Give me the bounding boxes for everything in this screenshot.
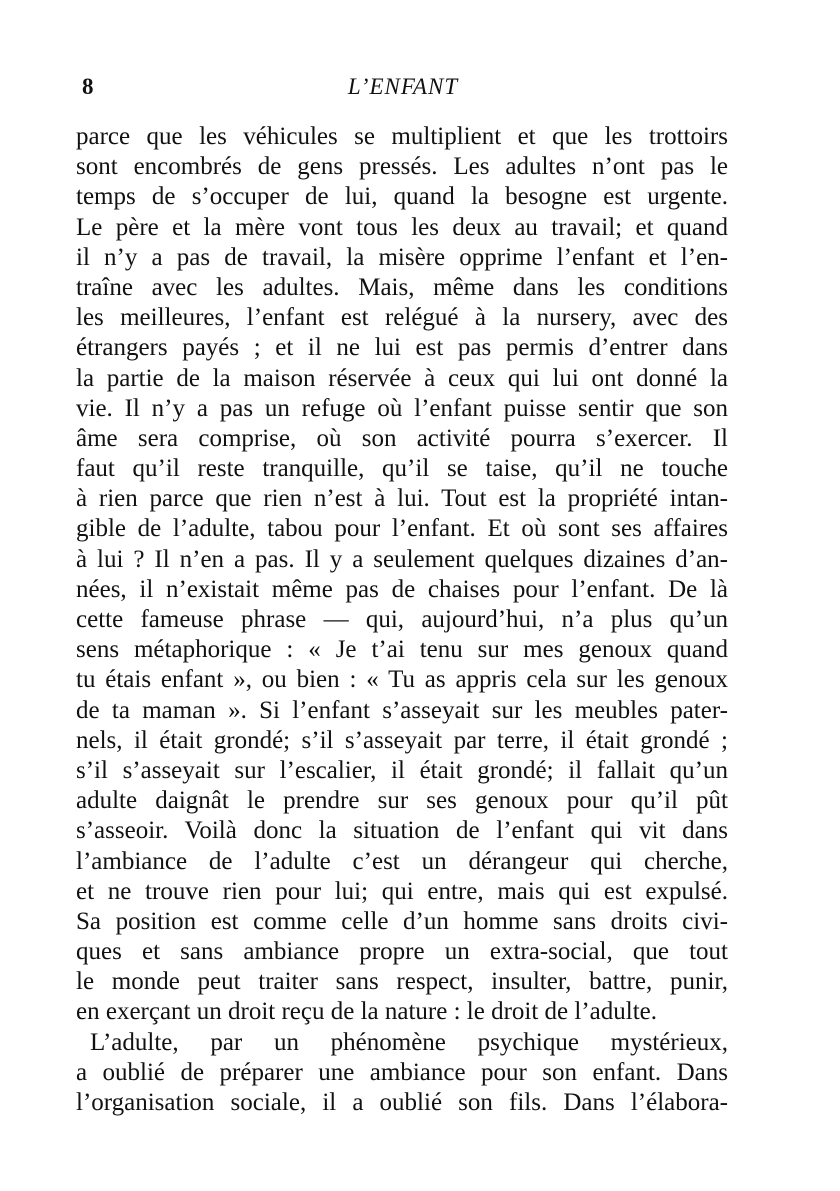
- text-line: il n’y a pas de travail, la misère opprime l’enfant et l’en-: [76, 243, 728, 271]
- text-line: Sa position est comme celle d’un homme sans droits civi-: [76, 907, 728, 935]
- text-line: vie. Il n’y a pas un refuge où l’enfant puisse sentir que son: [76, 394, 728, 422]
- text-line: les meilleures, l’enfant est relégué à la nursery, avec des: [76, 304, 728, 332]
- text-line: à rien parce que rien n’est à lui. Tout est la propriété intan-: [76, 485, 728, 513]
- text-line: Le père et la mère vont tous les deux au travail; et quand: [76, 213, 728, 241]
- text-line: sont encombrés de gens pressés. Les adultes n’ont pas le: [76, 153, 728, 181]
- text-line: sens métaphorique : « Je t’ai tenu sur mes genoux quand: [76, 636, 728, 664]
- text-line: à lui ? Il n’en a pas. Il y a seulement quelques dizaines d’an-: [76, 545, 728, 573]
- text-line: a oublié de préparer une ambiance pour son enfant. Dans: [76, 1058, 728, 1086]
- running-head: [78, 70, 728, 104]
- body-text: [76, 122, 728, 1118]
- text-line: parce que les véhicules se multiplient et que les trottoirs: [76, 123, 728, 150]
- text-line: le monde peut traiter sans respect, insulter, battre, punir,: [76, 968, 728, 996]
- page-number: 8: [82, 74, 94, 99]
- paragraph-start-line: L’adulte, par un phénomène psychique mystérieux,: [90, 1028, 728, 1056]
- text-line: l’ambiance de l’adulte c’est un dérangeur qui cherche,: [76, 847, 728, 875]
- text-line: s’asseoir. Voilà donc la situation de l’enfant qui vit dans: [76, 817, 728, 845]
- paragraph-end-line: en exerçant un droit reçu de la nature : le droit de l’adulte.: [76, 998, 657, 1026]
- text-line: l’organisation sociale, il a oublié son fils. Dans l’élabora-: [76, 1089, 728, 1116]
- text-line: faut qu’il reste tranquille, qu’il se taise, qu’il ne touche: [76, 455, 728, 483]
- text-line: ques et sans ambiance propre un extra-social, que tout: [76, 938, 728, 966]
- text-line: la partie de la maison réservée à ceux qui lui ont donné la: [76, 364, 728, 392]
- text-line: s’il s’asseyait sur l’escalier, il était grondé; il fallait qu’un: [76, 756, 728, 784]
- text-line: temps de s’occuper de lui, quand la besogne est urgente.: [76, 183, 728, 211]
- text-line: et ne trouve rien pour lui; qui entre, mais qui est expulsé.: [76, 877, 728, 905]
- running-title: L’ENFANT: [347, 74, 459, 99]
- text-line: étrangers payés ; et il ne lui est pas permis d’entrer dans: [76, 334, 728, 362]
- text-line: tu étais enfant », ou bien : « Tu as appris cela sur les genoux: [76, 666, 728, 694]
- text-line: nels, il était grondé; s’il s’asseyait par terre, il était grondé ;: [76, 726, 728, 754]
- text-line: âme sera comprise, où son activité pourra s’exercer. Il: [76, 424, 728, 452]
- text-line: nées, il n’existait même pas de chaises pour l’enfant. De là: [76, 575, 728, 603]
- text-line: cette fameuse phrase — qui, aujourd’hui, n’a plus qu’un: [76, 606, 728, 633]
- text-line: gible de l’adulte, tabou pour l’enfant. Et où sont ses affaires: [76, 515, 728, 543]
- text-line: adulte daignât le prendre sur ses genoux pour qu’il pût: [76, 787, 728, 815]
- text-line: traîne avec les adultes. Mais, même dans les conditions: [76, 273, 728, 301]
- text-line: de ta maman ». Si l’enfant s’asseyait sur les meubles pater-: [76, 696, 728, 724]
